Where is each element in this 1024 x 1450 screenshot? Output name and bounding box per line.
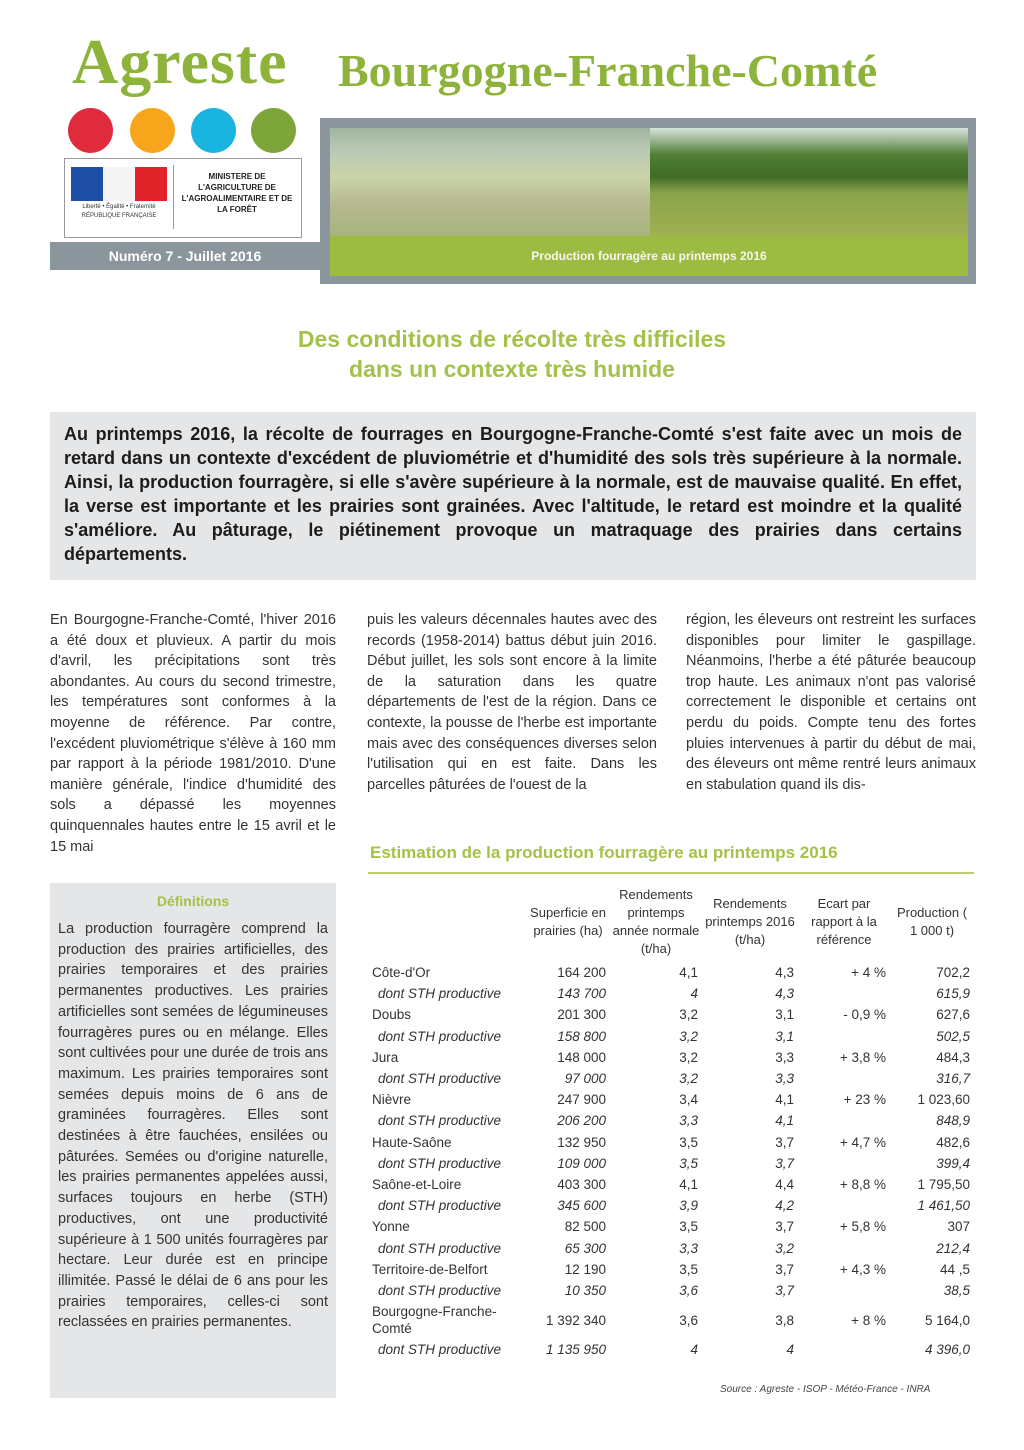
cell-production: 316,7 xyxy=(936,1071,970,1087)
cell-rdt-normal: 3,5 xyxy=(679,1261,698,1277)
cell-rdt-normal: 3,5 xyxy=(679,1134,698,1150)
cell-rdt-2016: 4,4 xyxy=(775,1176,794,1192)
cell-rdt-2016: 3,3 xyxy=(775,1049,794,1065)
cell-label: dont STH productive xyxy=(378,1198,502,1214)
cell-rdt-2016: 3,3 xyxy=(775,1071,794,1087)
headline-line-1: Des conditions de récolte très difficiles xyxy=(297,326,727,352)
republic-caption xyxy=(69,203,169,221)
table-row xyxy=(368,1216,974,1237)
table-source: Source : Agreste - ISOP - Météo-France - INRA xyxy=(720,1384,931,1395)
table-row xyxy=(368,1237,974,1258)
cell-label: dont STH productive xyxy=(378,1240,502,1256)
cell-production: 848,9 xyxy=(936,1113,970,1129)
cell-production: 1 023,60 xyxy=(917,1092,970,1108)
green-dot-icon xyxy=(251,108,296,153)
body-column-1: En Bourgogne-Franche-Comté, l'hiver 2016 a été doux et pluvieux. A partir du mois d'avril, les précipitations sont très abondantes. Au cours du second trimestre, les températures sont conformes à la moyenne de référence. Par contre, l'excédent pluviométrique s'élève à 160 mm par rapport à la période 1981/2010. D'une manière générale, l'indice d'humidité des sols a dépassé les moyennes quinquennales hautes entre le 15 avril et le 15 mai xyxy=(50,612,336,855)
cell-production: 399,4 xyxy=(936,1155,970,1171)
cell-ecart xyxy=(798,1280,890,1301)
cell-surface: 201 300 xyxy=(557,1007,606,1023)
cell-label: dont STH productive xyxy=(378,1282,502,1298)
cell-surface: 148 000 xyxy=(557,1049,606,1065)
table-row xyxy=(368,1047,974,1068)
cell-ecart: + 8 % xyxy=(851,1312,886,1328)
cell-ecart xyxy=(798,1068,890,1089)
table-row xyxy=(368,1280,974,1301)
table-row xyxy=(368,962,974,983)
cell-production: 1 461,50 xyxy=(917,1198,970,1214)
cell-rdt-2016: 3,8 xyxy=(775,1312,794,1328)
table-row xyxy=(368,1110,974,1131)
summary-text: Au printemps 2016, la récolte de fourrages en Bourgogne-Franche-Comté s'est faite avec un mois de retard dans un contexte d'excédent de pluviométrie et d'humidité des sols très supérieure à la normale. Ainsi, la production fourragère, si elle s'avère supérieure à la normale, est de mauvaise qualité. En effet, la verse est importante et les prairies sont grainées. Avec l'altitude, le retard est moindre et la qualité s'améliore. Au pâturage, le piétinement provoque un matraquage des prairies dans certains départements. xyxy=(64,424,962,564)
cell-production: 1 795,50 xyxy=(917,1176,970,1192)
cell-label: Territoire-de-Belfort xyxy=(372,1261,488,1277)
table-row xyxy=(368,1195,974,1216)
publication-banner: Production fourragère au printemps 2016 xyxy=(330,236,968,276)
table-row xyxy=(368,1339,974,1360)
cell-rdt-normal: 3,9 xyxy=(679,1198,698,1214)
cell-rdt-normal: 3,6 xyxy=(679,1312,698,1328)
cell-label: Yonne xyxy=(372,1219,410,1235)
orange-dot-icon xyxy=(130,108,175,153)
cell-surface: 403 300 xyxy=(557,1176,606,1192)
summary-box xyxy=(50,412,976,580)
cell-surface: 247 900 xyxy=(557,1092,606,1108)
cell-rdt-2016: 3,7 xyxy=(775,1155,794,1171)
cell-rdt-2016: 3,7 xyxy=(775,1282,794,1298)
cell-ecart: + 8,8 % xyxy=(839,1176,886,1192)
cell-rdt-2016: 4,2 xyxy=(775,1198,794,1214)
meadow-photo-right xyxy=(650,128,968,236)
cell-rdt-normal: 3,3 xyxy=(679,1113,698,1129)
headline-line-2: dans un contexte très humide xyxy=(349,356,675,382)
body-column-2: puis les valeurs décennales hautes avec des records (1958-2014) battus début juin 2016. Début juillet, les sols sont encore à la limite de la saturation dans les quatre départements de l'est de la région. Dans ce contexte, la pousse de l'herbe est importante mais avec des conséquences diverses selon l'utilisation qui en est faite. Dans les parcelles pâturées de l'ouest de la xyxy=(367,612,657,793)
definitions-title: Définitions xyxy=(156,893,230,909)
cell-ecart xyxy=(798,1237,890,1258)
cell-rdt-2016: 3,7 xyxy=(775,1219,794,1235)
cell-label: Doubs xyxy=(372,1007,412,1023)
table-row xyxy=(368,1068,974,1089)
cell-production: 702,2 xyxy=(936,965,970,981)
cell-surface: 1 392 340 xyxy=(545,1312,606,1328)
field-photo-left xyxy=(330,128,650,236)
cell-production: 4 396,0 xyxy=(924,1342,970,1358)
cell-rdt-normal: 4 xyxy=(690,1342,698,1358)
table-title: Estimation de la production fourragère au printemps 2016 xyxy=(370,843,838,862)
cell-production: 38,5 xyxy=(943,1282,970,1298)
header-surface: Superficie en prairies (ha) xyxy=(530,905,606,938)
cell-rdt-normal: 3,2 xyxy=(679,1007,698,1023)
table-row xyxy=(368,1004,974,1025)
cell-rdt-normal: 3,5 xyxy=(679,1219,698,1235)
cell-rdt-2016: 3,7 xyxy=(775,1134,794,1150)
cell-label: dont STH productive xyxy=(378,1028,502,1044)
cell-label: Haute-Saône xyxy=(372,1134,452,1150)
header-yield-2016: Rendements printemps 2016 (t/ha) xyxy=(705,896,795,947)
cell-surface: 345 600 xyxy=(557,1198,606,1214)
definitions-box xyxy=(50,883,336,1398)
header-yield-normal: Rendements printemps année normale (t/ha) xyxy=(612,887,700,956)
cell-rdt-2016: 4,1 xyxy=(775,1113,794,1129)
ministry-name: MINISTERE DE L'AGRICULTURE DE L'AGROALIMENTAIRE ET DE LA FORÊT xyxy=(181,172,293,214)
cell-ecart xyxy=(798,1026,890,1047)
header-gap: Ecart par rapport à la référence xyxy=(811,896,877,947)
cell-surface: 65 300 xyxy=(564,1240,606,1256)
cell-rdt-normal: 3,4 xyxy=(679,1092,698,1108)
cell-label: Côte-d'Or xyxy=(372,965,431,981)
cell-label: Nièvre xyxy=(372,1092,412,1108)
table-row xyxy=(368,1259,974,1280)
cell-rdt-normal: 4 xyxy=(690,986,698,1002)
table-row xyxy=(368,983,974,1004)
cell-surface: 10 350 xyxy=(564,1282,606,1298)
cell-production: 502,5 xyxy=(936,1028,970,1044)
cell-surface: 164 200 xyxy=(557,965,606,981)
cell-rdt-normal: 3,2 xyxy=(679,1071,698,1087)
ministry-logo xyxy=(64,158,302,238)
cell-label: Saône-et-Loire xyxy=(372,1176,462,1192)
cell-rdt-normal: 4,1 xyxy=(679,1176,698,1192)
cell-label: dont STH productive xyxy=(378,1113,502,1129)
table-row xyxy=(368,1026,974,1047)
issue-label: Numéro 7 - Juillet 2016 xyxy=(50,242,320,270)
cell-ecart: + 3,8 % xyxy=(839,1049,886,1065)
cell-rdt-2016: 4,3 xyxy=(775,965,794,981)
cell-surface: 109 000 xyxy=(557,1155,606,1171)
cell-rdt-2016: 3,1 xyxy=(775,1028,794,1044)
table-row xyxy=(368,1301,974,1339)
blue-dot-icon xyxy=(191,108,236,153)
cell-production: 44 ,5 xyxy=(939,1261,970,1277)
cell-ecart xyxy=(798,1153,890,1174)
cell-production: 307 xyxy=(947,1219,970,1235)
brand-logo-text: Agreste xyxy=(72,26,288,97)
republic-motto: Liberté • Égalité • Fraternité xyxy=(82,204,156,210)
cell-surface: 206 200 xyxy=(557,1113,606,1129)
definitions-text: La production fourragère comprend la production des prairies artificielles, des prairies temporaires et des prairies permanentes productives. Les prairies artificielles sont semées de légumineuses fourragères pures ou en mélange. Elles sont cultivées pour une durée de trois ans maximum. Les prairies temporaires sont semées depuis moins de 6 ans de graminées fourragères. Elles sont destinées à être fauchées, ensilées ou pâturées. Semées ou d'origine naturelle, les prairies permanentes appelées aussi, surfaces toujours en herbe (STH) productives, ont une productivité supérieure à 1 500 unités fourragères par hectare. Leur durée est en principe illimitée. Passé le délai de 6 ans pour les prairies temporaires, celles-ci sont reclassées en prairies permanentes. xyxy=(58,921,328,1331)
header-production: Production ( 1 000 t) xyxy=(896,905,968,938)
cell-production: 615,9 xyxy=(936,986,970,1002)
cell-surface: 1 135 950 xyxy=(545,1342,606,1358)
cell-rdt-2016: 4,3 xyxy=(775,986,794,1002)
cell-rdt-2016: 3,2 xyxy=(775,1240,794,1256)
cell-ecart: + 4,3 % xyxy=(839,1261,886,1277)
cell-ecart xyxy=(798,1195,890,1216)
table-body xyxy=(368,962,974,1360)
cell-production: 5 164,0 xyxy=(924,1312,970,1328)
cell-ecart xyxy=(798,1339,890,1360)
cell-label: dont STH productive xyxy=(378,1155,502,1171)
cell-rdt-normal: 3,2 xyxy=(679,1028,698,1044)
cell-production: 484,3 xyxy=(936,1049,970,1065)
cell-production: 212,4 xyxy=(936,1240,970,1256)
table-row xyxy=(368,1089,974,1110)
table-row xyxy=(368,1174,974,1195)
cell-rdt-normal: 3,2 xyxy=(679,1049,698,1065)
table-row xyxy=(368,1153,974,1174)
cell-rdt-2016: 4,1 xyxy=(775,1092,794,1108)
cell-surface: 158 800 xyxy=(557,1028,606,1044)
cell-rdt-normal: 3,6 xyxy=(679,1282,698,1298)
cell-surface: 132 950 xyxy=(557,1134,606,1150)
region-title: Bourgogne-Franche-Comté xyxy=(338,45,878,96)
cell-surface: 143 700 xyxy=(557,986,606,1002)
cell-ecart xyxy=(798,1110,890,1131)
cell-rdt-2016: 4 xyxy=(786,1342,794,1358)
cell-ecart: + 23 % xyxy=(843,1092,886,1108)
production-table xyxy=(368,886,974,1360)
cell-rdt-normal: 4,1 xyxy=(679,965,698,981)
ministry-divider xyxy=(173,165,174,229)
cell-label: dont STH productive xyxy=(378,986,502,1002)
cell-ecart: - 0,9 % xyxy=(843,1007,886,1023)
cell-surface: 82 500 xyxy=(564,1219,606,1235)
table-row xyxy=(368,1132,974,1153)
cell-surface: 12 190 xyxy=(564,1261,606,1277)
cell-ecart: + 4,7 % xyxy=(839,1134,886,1150)
french-flag-icon xyxy=(71,167,167,201)
cell-ecart: + 5,8 % xyxy=(839,1219,886,1235)
cell-rdt-2016: 3,7 xyxy=(775,1261,794,1277)
republic-name: RÉPUBLIQUE FRANÇAISE xyxy=(81,213,157,219)
cell-ecart xyxy=(798,983,890,1004)
cell-label: Bourgogne-Franche-Comté xyxy=(372,1304,497,1336)
cell-surface: 97 000 xyxy=(564,1071,606,1087)
cell-rdt-normal: 3,5 xyxy=(679,1155,698,1171)
cell-rdt-normal: 3,3 xyxy=(679,1240,698,1256)
header-territory xyxy=(368,886,526,962)
cell-production: 482,6 xyxy=(936,1134,970,1150)
cell-label: Jura xyxy=(372,1049,399,1065)
cell-rdt-2016: 3,1 xyxy=(775,1007,794,1023)
red-dot-icon xyxy=(68,108,113,153)
cell-ecart: + 4 % xyxy=(851,965,886,981)
headline xyxy=(0,324,1024,384)
body-column-3: région, les éleveurs ont restreint les surfaces disponibles pour limiter le gaspillage. Néanmoins, l'herbe a été pâturée beaucoup trop haute. Les animaux n'ont pas valorisé correctement le disponible et certains ont perdu du poids. Compte tenu des fortes pluies intervenues à partir du début de mai, des éleveurs ont même rentré leurs animaux en stabulation quand ils dis- xyxy=(686,612,976,793)
cell-production: 627,6 xyxy=(936,1007,970,1023)
cell-label: dont STH productive xyxy=(378,1342,502,1358)
table-header-row xyxy=(368,886,974,962)
cell-label: dont STH productive xyxy=(378,1071,502,1087)
table-title-rule xyxy=(368,872,974,874)
